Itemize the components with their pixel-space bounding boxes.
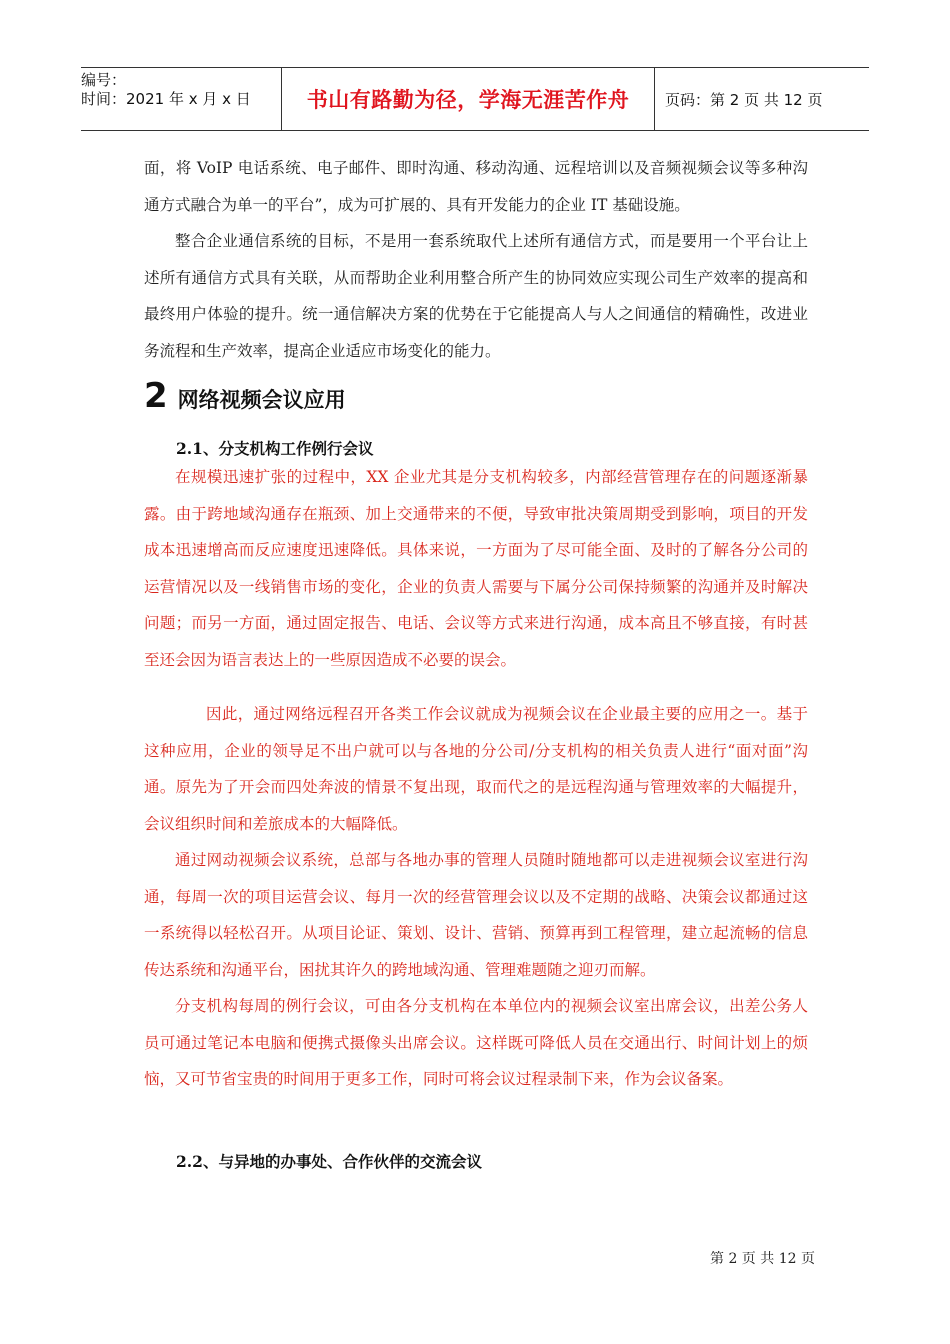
header-code-label: 编号： — [81, 71, 127, 89]
page-footer: 第 2 页 共 12 页 — [710, 1251, 815, 1267]
section-2-number: 2 — [144, 376, 168, 416]
header-page-label: 页码：第 2 页 共 12 页 — [665, 90, 823, 109]
header-left-cell — [81, 68, 281, 130]
paragraph-spacer — [144, 678, 808, 696]
intro-content — [144, 150, 808, 369]
header-motto: 书山有路勤为径，学海无涯苦作舟 — [306, 88, 630, 112]
header-time-label: 时间：2021 年 x 月 x 日 — [81, 90, 251, 108]
section-2-1-heading: 2.1、分支机构工作例行会议 — [176, 439, 374, 458]
section-2-1-paragraph-3: 通过网动视频会议系统，总部与各地办事的管理人员随时随地都可以走进视频会议室进行沟通，每周一次的项目运营会议、每月一次的经营管理会议以及不定期的战略、决策会议都通过这一系统得以轻松召开。从项目论证、策划、设计、营销、预算再到工程管理，建立起流畅的信息传达系统和沟通平台，困扰其许久的跨地域沟通、管理难题随之迎刃而解。 — [144, 851, 808, 979]
header-motto-cell — [281, 68, 655, 130]
section-2-1-paragraph-4: 分支机构每周的例行会议，可由各分支机构在本单位内的视频会议室出席会议，出差公务人员可通过笔记本电脑和便携式摄像头出席会议。这样既可降低人员在交通出行、时间计划上的烦恼，又可节省宝贵的时间用于更多工作，同时可将会议过程录制下来，作为会议备案。 — [144, 997, 808, 1088]
intro-paragraph-2: 整合企业通信系统的目标，不是用一套系统取代上述所有通信方式，而是要用一个平台让上述所有通信方式具有关联，从而帮助企业利用整合所产生的协同效应实现公司生产效率的提高和最终用户体验的提升。统一通信解决方案的优势在于它能提高人与人之间通信的精确性，改进业务流程和生产效率，提高企业适应市场变化的能力。 — [144, 232, 808, 360]
section-2-1-paragraph-2: 因此，通过网络远程召开各类工作会议就成为视频会议在企业最主要的应用之一。基于这种应用，企业的领导足不出户就可以与各地的分公司/分支机构的相关负责人进行“面对面”沟通。原先为了开会而四处奔波的情景不复出现，取而代之的是远程沟通与管理效率的大幅提升，会议组织时间和差旅成本的大幅降低。 — [144, 705, 808, 833]
intro-paragraph-1: 面，将 VoIP 电话系统、电子邮件、即时沟通、移动沟通、远程培训以及音频视频会议等多种沟通方式融合为单一的平台”，成为可扩展的、具有开发能力的企业 IT 基础设施。 — [144, 159, 808, 214]
section-2-2-heading: 2.2、与异地的办事处、合作伙伴的交流会议 — [176, 1152, 482, 1171]
section-2-title: 网络视频会议应用 — [177, 388, 346, 412]
page-header — [81, 67, 869, 131]
header-page-cell — [655, 68, 869, 130]
section-2-1-content — [144, 459, 808, 1098]
section-2-heading — [144, 376, 346, 416]
section-2-1-paragraph-1: 在规模迅速扩张的过程中，XX 企业尤其是分支机构较多，内部经营管理存在的问题逐渐暴露。由于跨地域沟通存在瓶颈、加上交通带来的不便，导致审批决策周期受到影响，项目的开发成本迅速增高而反应速度迅速降低。具体来说，一方面为了尽可能全面、及时的了解各分公司的运营情况以及一线销售市场的变化，企业的负责人需要与下属分公司保持频繁的沟通并及时解决问题；而另一方面，通过固定报告、电话、会议等方式来进行沟通，成本高且不够直接，有时甚至还会因为语言表达上的一些原因造成不必要的误会。 — [144, 468, 808, 669]
